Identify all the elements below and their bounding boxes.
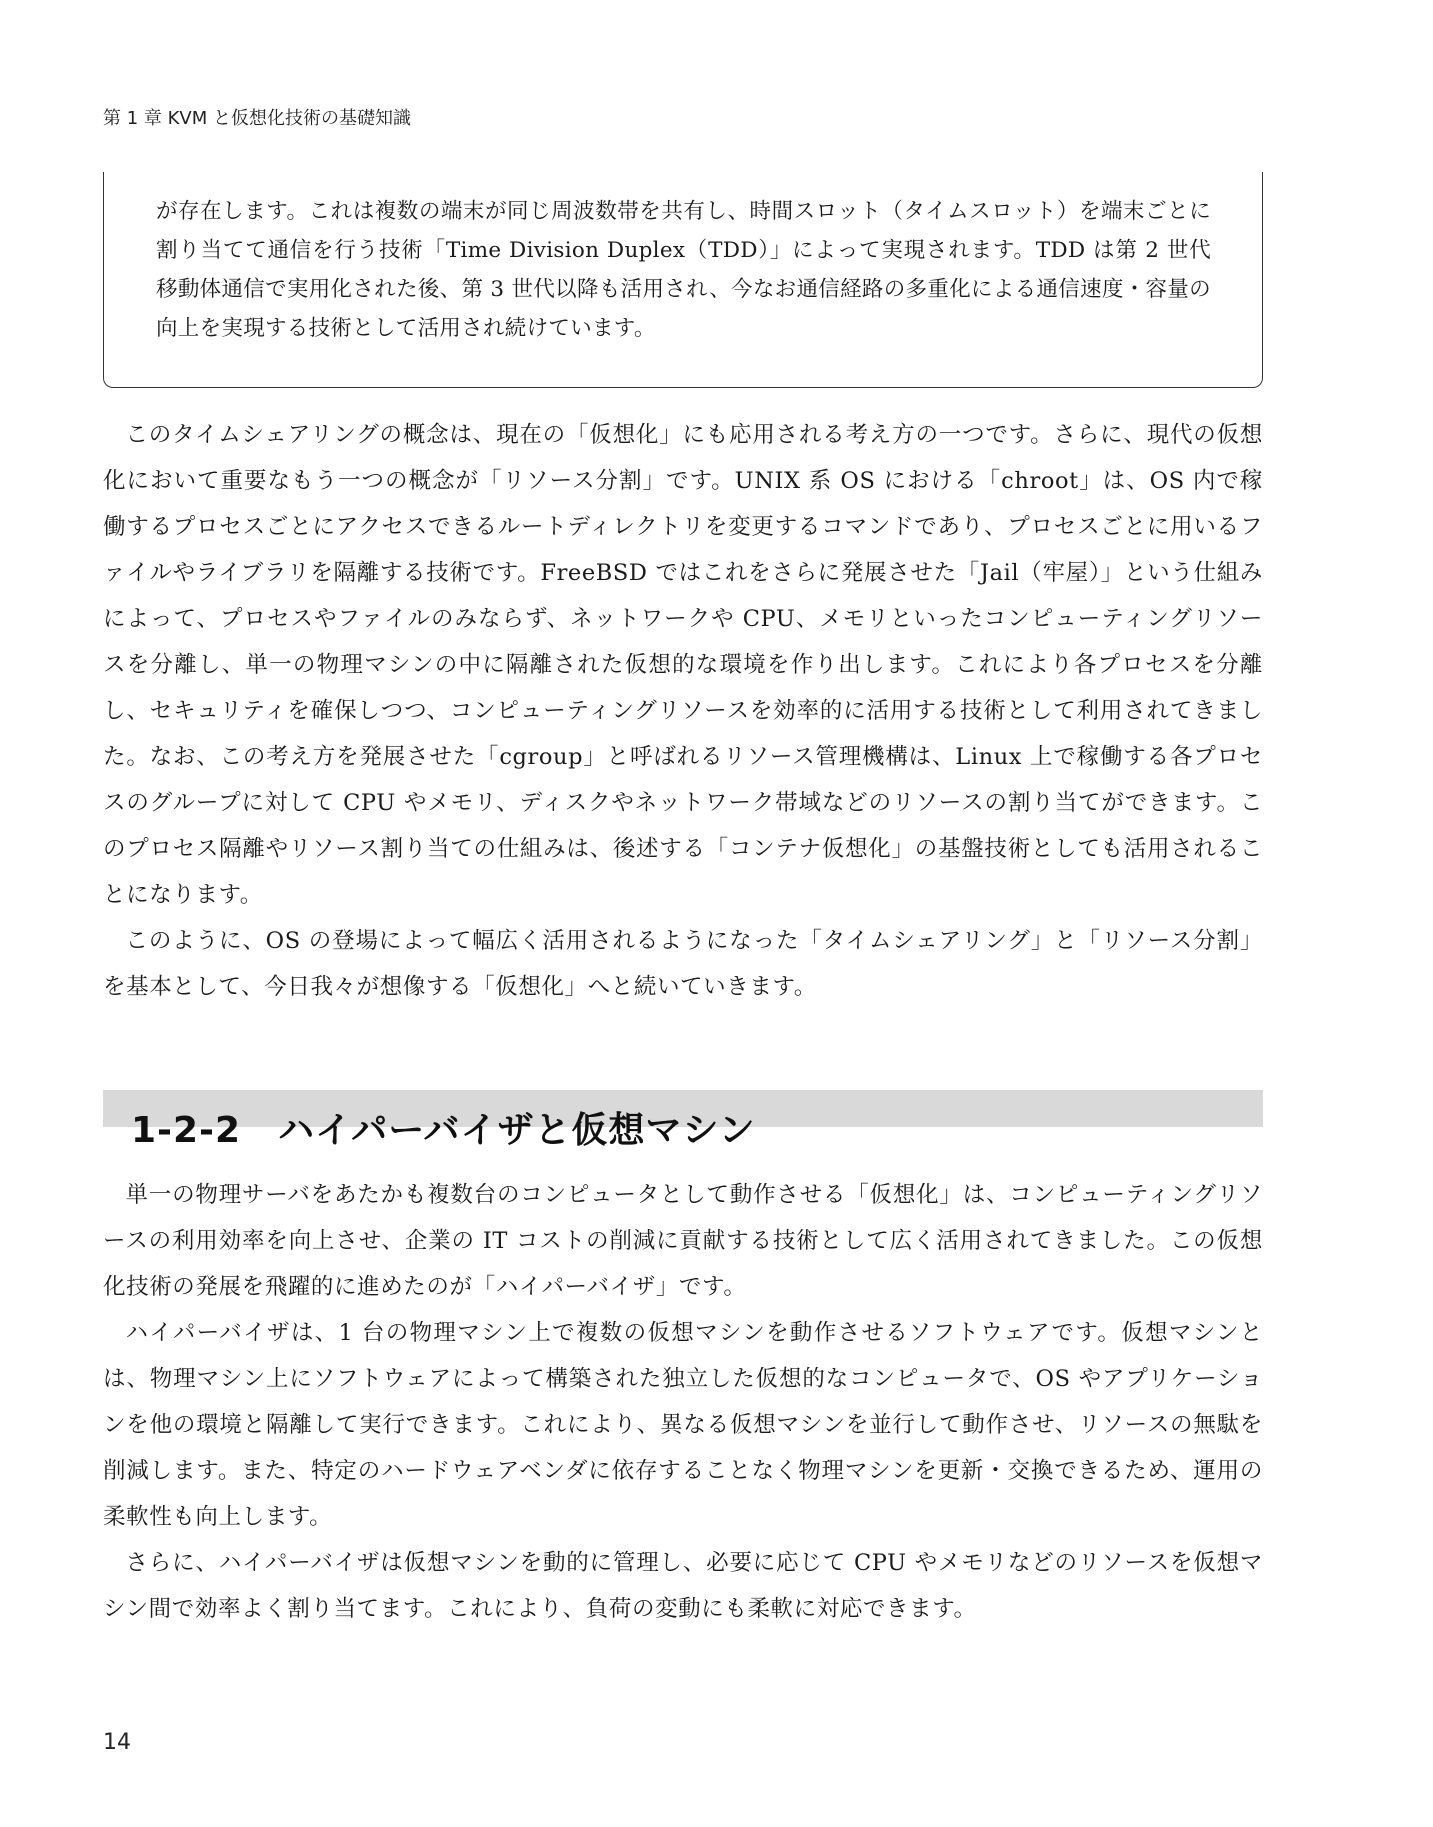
section-heading	[103, 1090, 1263, 1166]
paragraph: このタイムシェアリングの概念は、現在の「仮想化」にも応用される考え方の一つです。さらに、現代の仮想化において重要なもう一つの概念が「リソース分割」です。UNIX 系 OS における「chroot」は、OS 内で稼働するプロセスごとにアクセスできるルートディレクトリを変更するコマンドであり、プロセスごとに用いるファイルやライブラリを隔離する技術です。FreeBSD ではこれをさらに発展させた「Jail（牢屋）」という仕組みによって、プロセスやファイルのみならず、ネットワークや CPU、メモリといったコンピューティングリソースを分離し、単一の物理マシンの中に隔離された仮想的な環境を作り出します。これにより各プロセスを分離し、セキュリティを確保しつつ、コンピューティングリソースを効率的に活用する技術として利用されてきました。なお、この考え方を発展させた「cgroup」と呼ばれるリソース管理機構は、Linux 上で稼働する各プロセスのグループに対して CPU やメモリ、ディスクやネットワーク帯域などのリソースの割り当てができます。このプロセス隔離やリソース割り当ての仕組みは、後述する「コンテナ仮想化」の基盤技術としても活用されることになります。	[103, 422, 1263, 908]
running-header: 第 1 章 KVM と仮想化技術の基礎知識	[103, 108, 411, 129]
page-number: 14	[103, 1730, 131, 1755]
column-text: が存在します。これは複数の端末が同じ周波数帯を共有し、時間スロット（タイムスロット）を端末ごとに割り当てて通信を行う技術「Time Division Duplex（TDD）」によって実現されます。TDD は第 2 世代移動体通信で実用化された後、第 3 世代以降も活用され、今なお通信経路の多重化による通信速度・容量の向上を実現する技術として活用され続けています。	[156, 199, 1211, 341]
body-text-section-1	[103, 412, 1263, 1010]
paragraph: このように、OS の登場によって幅広く活用されるようになった「タイムシェアリング」と「リソース分割」を基本として、今日我々が想像する「仮想化」へと続いていきます。	[103, 928, 1263, 1000]
paragraph: さらに、ハイパーバイザは仮想マシンを動的に管理し、必要に応じて CPU やメモリなどのリソースを仮想マシン間で効率よく割り当てます。これにより、負荷の変動にも柔軟に対応できます。	[103, 1550, 1263, 1622]
paragraph: 単一の物理サーバをあたかも複数台のコンピュータとして動作させる「仮想化」は、コンピューティングリソースの利用効率を向上させ、企業の IT コストの削減に貢献する技術として広く活用されてきました。この仮想化技術の発展を飛躍的に進めたのが「ハイパーバイザ」です。	[103, 1182, 1263, 1300]
paragraph: ハイパーバイザは、1 台の物理マシン上で複数の仮想マシンを動作させるソフトウェアです。仮想マシンとは、物理マシン上にソフトウェアによって構築された独立した仮想的なコンピュータで、OS やアプリケーションを他の環境と隔離して実行できます。これにより、異なる仮想マシンを並行して動作させ、リソースの無駄を削減します。また、特定のハードウェアベンダに依存することなく物理マシンを更新・交換できるため、運用の柔軟性も向上します。	[103, 1320, 1263, 1530]
section-title: 1-2-2 ハイパーバイザと仮想マシン	[131, 1110, 756, 1151]
column-box	[103, 172, 1263, 388]
body-text-section-2	[103, 1172, 1263, 1632]
